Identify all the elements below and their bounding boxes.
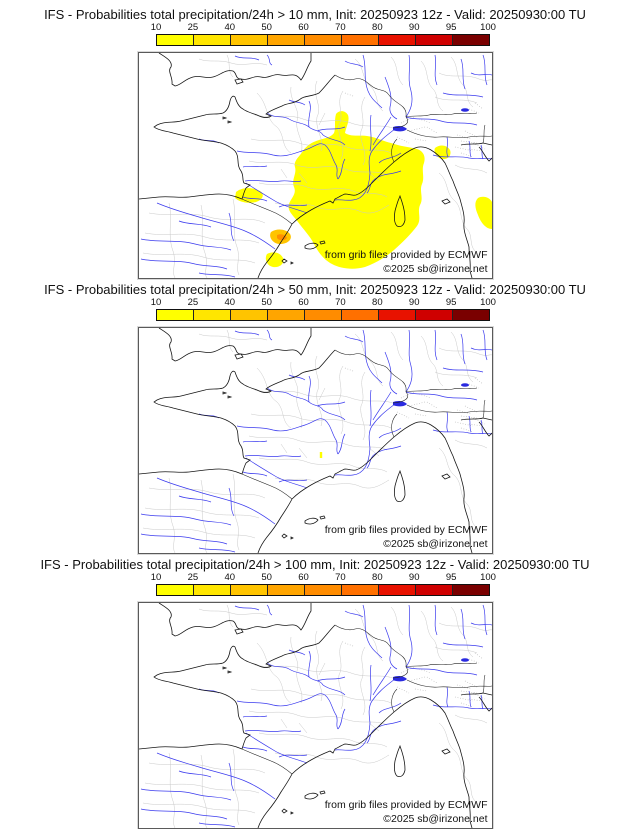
colorbar-tick: 95 bbox=[445, 22, 457, 33]
panel-title: IFS - Probabilities total precipitation/24h > 100 mm, Init: 20250923 12z - Valid: 20250930:00 TU bbox=[40, 557, 590, 572]
panel-precip-50mm bbox=[0, 279, 630, 554]
panel-title: IFS - Probabilities total precipitation/24h > 10 mm, Init: 20250923 12z - Valid: 20250930:00 TU bbox=[44, 7, 586, 22]
colorbar-segment bbox=[193, 35, 230, 45]
attribution-copyright: ©2025 sb@irizone.net bbox=[383, 538, 488, 550]
colorbar-segment bbox=[304, 35, 341, 45]
colorbar-wrap bbox=[0, 572, 630, 596]
colorbar-segment bbox=[415, 585, 452, 595]
attribution-source: from grib files provided by ECMWF bbox=[324, 524, 488, 536]
attribution-copyright: ©2025 sb@irizone.net bbox=[383, 263, 488, 275]
probability-map-50mm bbox=[138, 327, 493, 554]
probability-map-10mm bbox=[138, 52, 493, 279]
colorbar-tick: 80 bbox=[372, 297, 383, 308]
colorbar-segment bbox=[157, 310, 193, 320]
colorbar-tick: 90 bbox=[408, 297, 420, 308]
panel-title: IFS - Probabilities total precipitation/24h > 50 mm, Init: 20250923 12z - Valid: 20250930:00 TU bbox=[44, 282, 586, 297]
colorbar-tick: 40 bbox=[224, 297, 236, 308]
colorbar-tick: 80 bbox=[372, 572, 383, 583]
colorbar-tick-labels bbox=[150, 572, 496, 583]
colorbar-segment bbox=[230, 585, 267, 595]
colorbar-wrap bbox=[0, 297, 630, 321]
colorbar-tick: 95 bbox=[445, 297, 457, 308]
colorbar-tick: 60 bbox=[298, 297, 309, 308]
colorbar bbox=[156, 309, 490, 321]
colorbar-tick: 25 bbox=[187, 22, 199, 33]
attribution-copyright: ©2025 sb@irizone.net bbox=[383, 813, 488, 825]
colorbar-segment bbox=[378, 585, 415, 595]
colorbar-tick: 80 bbox=[372, 22, 383, 33]
colorbar-segment bbox=[341, 310, 378, 320]
colorbar-segment bbox=[452, 35, 489, 45]
colorbar-segment bbox=[452, 310, 489, 320]
colorbar-segment bbox=[415, 310, 452, 320]
colorbar-tick: 70 bbox=[335, 572, 346, 583]
colorbar-tick: 40 bbox=[224, 22, 236, 33]
colorbar-segment bbox=[378, 35, 415, 45]
colorbar-tick-labels bbox=[150, 297, 496, 308]
colorbar-tick: 25 bbox=[187, 572, 199, 583]
colorbar-tick-labels bbox=[150, 22, 496, 33]
colorbar-segment bbox=[304, 585, 341, 595]
colorbar-segment bbox=[415, 35, 452, 45]
colorbar-segment bbox=[157, 35, 193, 45]
probability-map-100mm bbox=[138, 602, 493, 829]
colorbar-tick: 100 bbox=[480, 297, 496, 308]
colorbar-segment bbox=[378, 310, 415, 320]
colorbar-tick: 100 bbox=[480, 572, 496, 583]
colorbar bbox=[156, 584, 490, 596]
colorbar-tick: 10 bbox=[150, 22, 162, 33]
colorbar-segment bbox=[341, 35, 378, 45]
colorbar-tick: 60 bbox=[298, 22, 309, 33]
colorbar-tick: 10 bbox=[150, 297, 162, 308]
colorbar-segment bbox=[304, 310, 341, 320]
colorbar-segment bbox=[230, 310, 267, 320]
colorbar-tick: 50 bbox=[261, 572, 272, 583]
colorbar-segment bbox=[193, 310, 230, 320]
colorbar-segment bbox=[341, 585, 378, 595]
panel-precip-10mm bbox=[0, 4, 630, 279]
map-canvas bbox=[139, 603, 492, 828]
attribution-source: from grib files provided by ECMWF bbox=[324, 799, 488, 811]
colorbar-tick: 90 bbox=[408, 22, 420, 33]
colorbar-tick: 40 bbox=[224, 572, 236, 583]
colorbar-tick: 60 bbox=[298, 572, 309, 583]
colorbar-tick: 50 bbox=[261, 22, 272, 33]
map-canvas bbox=[139, 53, 492, 278]
colorbar-segment bbox=[452, 585, 489, 595]
colorbar-tick: 25 bbox=[187, 297, 199, 308]
colorbar-segment bbox=[157, 585, 193, 595]
colorbar-segment bbox=[230, 35, 267, 45]
attribution-source: from grib files provided by ECMWF bbox=[324, 249, 488, 261]
colorbar-tick: 95 bbox=[445, 572, 457, 583]
colorbar-tick: 90 bbox=[408, 572, 420, 583]
colorbar-tick: 100 bbox=[480, 22, 496, 33]
colorbar-tick: 10 bbox=[150, 572, 162, 583]
colorbar-segment bbox=[267, 35, 304, 45]
colorbar-segment bbox=[193, 585, 230, 595]
colorbar-segment bbox=[267, 585, 304, 595]
colorbar-wrap bbox=[0, 22, 630, 46]
colorbar-segment bbox=[267, 310, 304, 320]
colorbar-tick: 50 bbox=[261, 297, 272, 308]
panel-precip-100mm bbox=[0, 554, 630, 829]
colorbar-tick: 70 bbox=[335, 22, 346, 33]
colorbar-tick: 70 bbox=[335, 297, 346, 308]
colorbar bbox=[156, 34, 490, 46]
map-canvas bbox=[139, 328, 492, 553]
